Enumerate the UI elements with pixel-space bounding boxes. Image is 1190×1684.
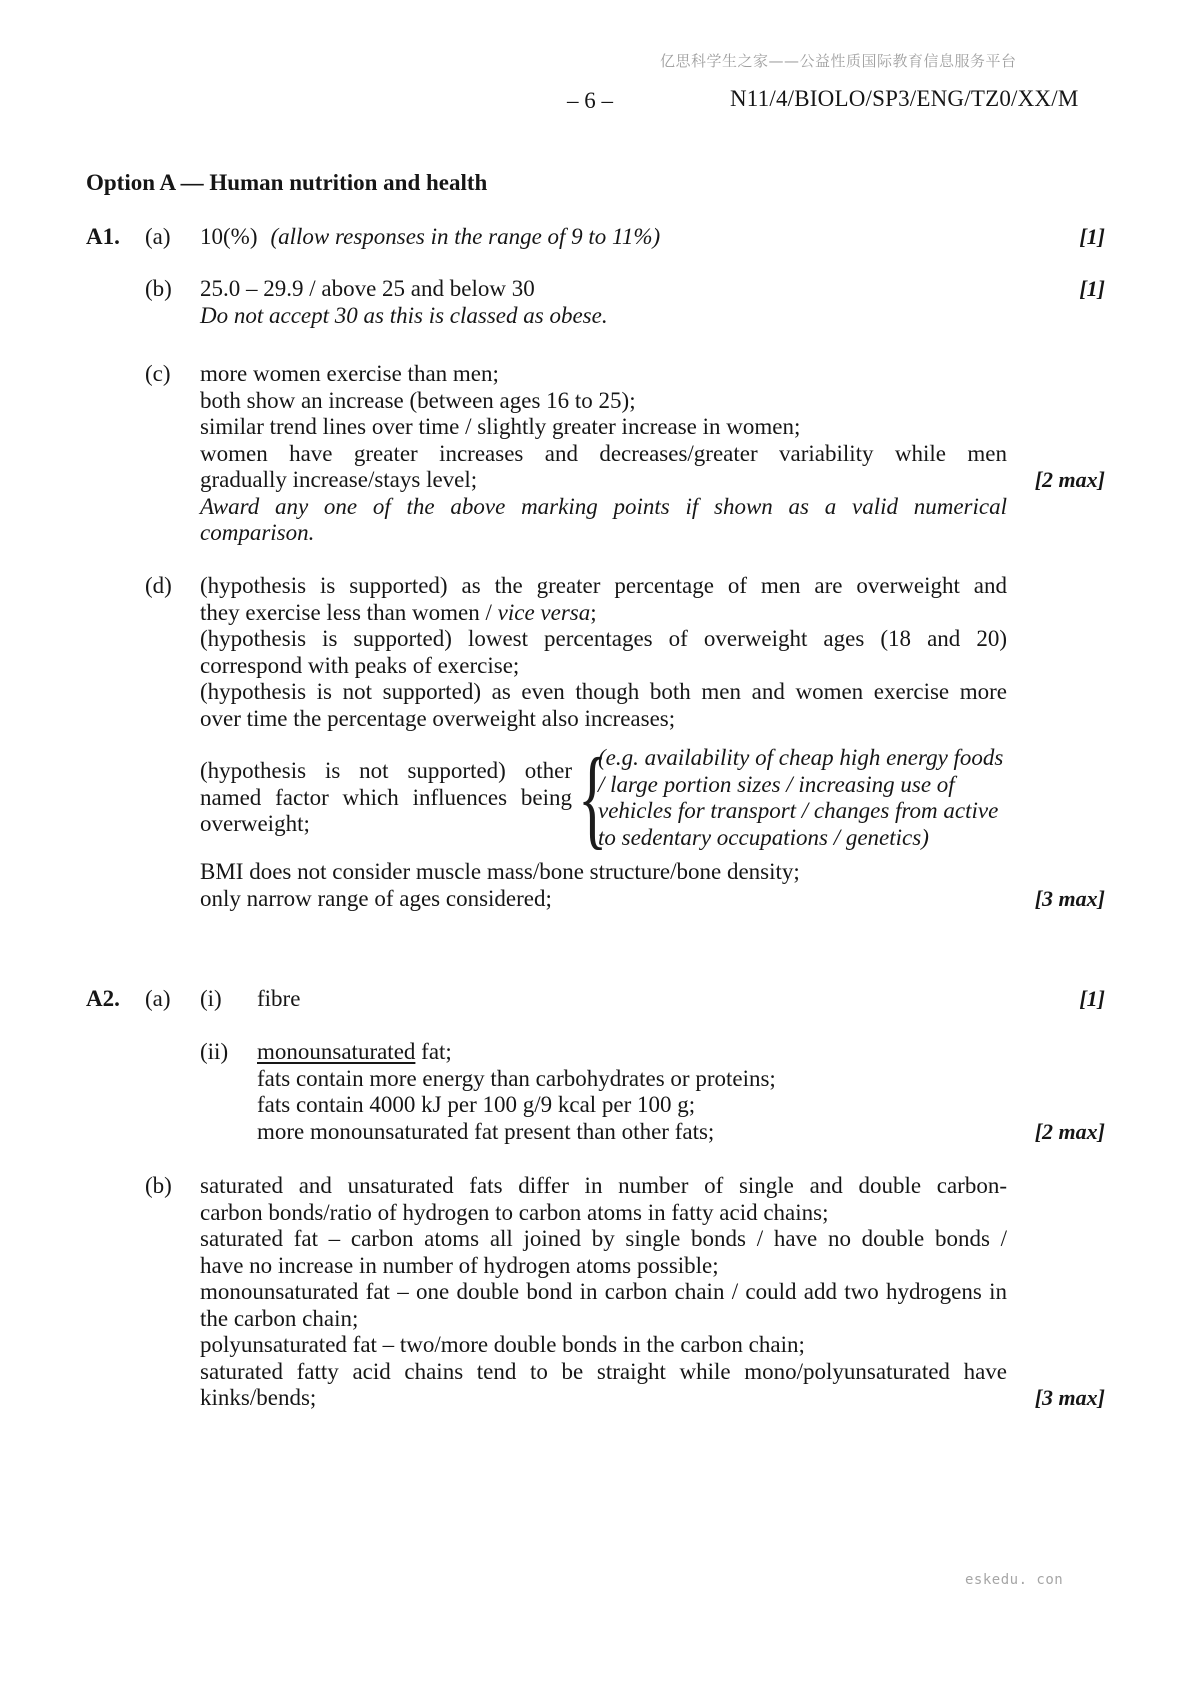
question-a1-part-d (86, 573, 1105, 912)
examiner-note: Do not accept 30 as this is classed as obese. (200, 302, 608, 328)
answer-line: fats contain more energy than carbohydrates or proteins; (257, 1065, 776, 1091)
examiner-note: Award any one of the above marking points if shown as a valid numerical (200, 493, 1007, 519)
factor-text: (hypothesis is not supported) other named factor which influences being overweight; (200, 758, 572, 837)
answer-line: monounsaturated fat – one double bond in carbon chain / could add two hydrogens in (200, 1279, 1007, 1304)
answer-line: more monounsaturated fat present than other fats; [2 max] (257, 1118, 1105, 1144)
answer-line: women have greater increases and decreases/greater variability while men (200, 440, 1007, 466)
answer-line: (hypothesis is supported) as the greater percentage of men are overweight and (200, 573, 1007, 598)
question-number: A2. (86, 986, 120, 1011)
factor-example-group (200, 736, 1007, 860)
part-label: (d) (145, 573, 172, 598)
answer-line: monounsaturated fat; (257, 1039, 452, 1064)
answer-value: 10(%) (200, 224, 258, 249)
part-label: (b) (145, 1173, 172, 1198)
question-a2-part-b (86, 1173, 1105, 1412)
answer-line: similar trend lines over time / slightly greater increase in women; (200, 414, 801, 439)
latin-phrase: vice versa (497, 599, 591, 625)
part-label: (c) (145, 361, 171, 386)
answer-line: BMI does not consider muscle mass/bone structure/bone density; (200, 859, 800, 884)
example-list: (e.g. availability of cheap high energy foods / large portion sizes / increasing use of vehicles for transport / changes from active to sedentary occupations / genetics) (598, 745, 1004, 850)
answer-line (200, 276, 1105, 303)
watermark: eskedu. con (965, 1572, 1064, 1588)
subpart-label: (i) (200, 986, 222, 1011)
answer-line: over time the percentage overweight also increases; (200, 705, 676, 731)
answer-line: correspond with peaks of exercise; (200, 652, 520, 678)
underlined-term: monounsaturated (257, 1039, 416, 1064)
answer-line: polyunsaturated fat – two/more double bonds in the carbon chain; (200, 1332, 805, 1357)
answer-line: gradually increase/stays level; [2 max] (200, 467, 1105, 492)
answer-value: 25.0 – 29.9 / above 25 and below 30 (200, 276, 535, 301)
question-a1-part-a (86, 224, 1105, 251)
answer-line: saturated fat – carbon atoms all joined by single bonds / have no double bonds / (200, 1226, 1007, 1251)
answer-line (257, 986, 1105, 1013)
part-label: (b) (145, 276, 172, 301)
answer-line: only narrow range of ages considered; [3 max] (200, 885, 1105, 911)
section-title: Option A — Human nutrition and health (86, 170, 488, 195)
answer-line: (hypothesis is not supported) as even though both men and women exercise more (200, 679, 1007, 704)
question-a1-part-b (86, 276, 1105, 329)
examiner-note: comparison. (200, 520, 315, 545)
answer-line: both show an increase (between ages 16 to 25); (200, 387, 636, 413)
answer-line: saturated fatty acid chains tend to be straight while mono/polyunsaturated have (200, 1358, 1007, 1384)
question-a2-part-a-i (86, 986, 1105, 1013)
answer-line: saturated and unsaturated fats differ in number of single and double carbon- (200, 1173, 1007, 1198)
answer-line: kinks/bends; [3 max] (200, 1385, 1105, 1410)
question-number: A1. (86, 224, 120, 249)
question-a1-part-c (86, 361, 1105, 547)
answer-line (200, 224, 1105, 251)
answer-line: fats contain 4000 kJ per 100 g/9 kcal per 100 g; (257, 1092, 696, 1117)
examiner-note: (allow responses in the range of 9 to 11%) (270, 224, 661, 249)
answer-line: have no increase in number of hydrogen atoms possible; (200, 1252, 719, 1278)
page-number: – 6 – (567, 88, 613, 113)
subpart-label: (ii) (200, 1039, 229, 1064)
mark-badge: [1] (1079, 276, 1105, 301)
part-label: (a) (145, 986, 171, 1011)
answer-line: the carbon chain; (200, 1305, 359, 1331)
mark-badge: [1] (1079, 986, 1105, 1011)
mark-badge: [2 max] (1034, 1118, 1105, 1144)
part-label: (a) (145, 224, 171, 249)
question-a2-part-a-ii (86, 1039, 1105, 1145)
mark-badge: [1] (1079, 224, 1105, 249)
answer-line: carbon bonds/ratio of hydrogen to carbon atoms in fatty acid chains; (200, 1199, 829, 1225)
answer-line: (hypothesis is supported) lowest percentages of overweight ages (18 and 20) (200, 626, 1007, 651)
answer-line: they exercise less than women / vice versa; (200, 599, 597, 625)
mark-badge: [3 max] (1034, 885, 1105, 911)
paper-code: N11/4/BIOLO/SP3/ENG/TZ0/XX/M (730, 86, 1079, 111)
site-banner: 亿思科学生之家——公益性质国际教育信息服务平台 (660, 52, 1017, 70)
answer-value: fibre (257, 986, 301, 1011)
mark-badge: [3 max] (1034, 1385, 1105, 1410)
mark-badge: [2 max] (1034, 467, 1105, 492)
left-brace-glyph: { (577, 736, 608, 860)
answer-line: more women exercise than men; (200, 361, 499, 386)
